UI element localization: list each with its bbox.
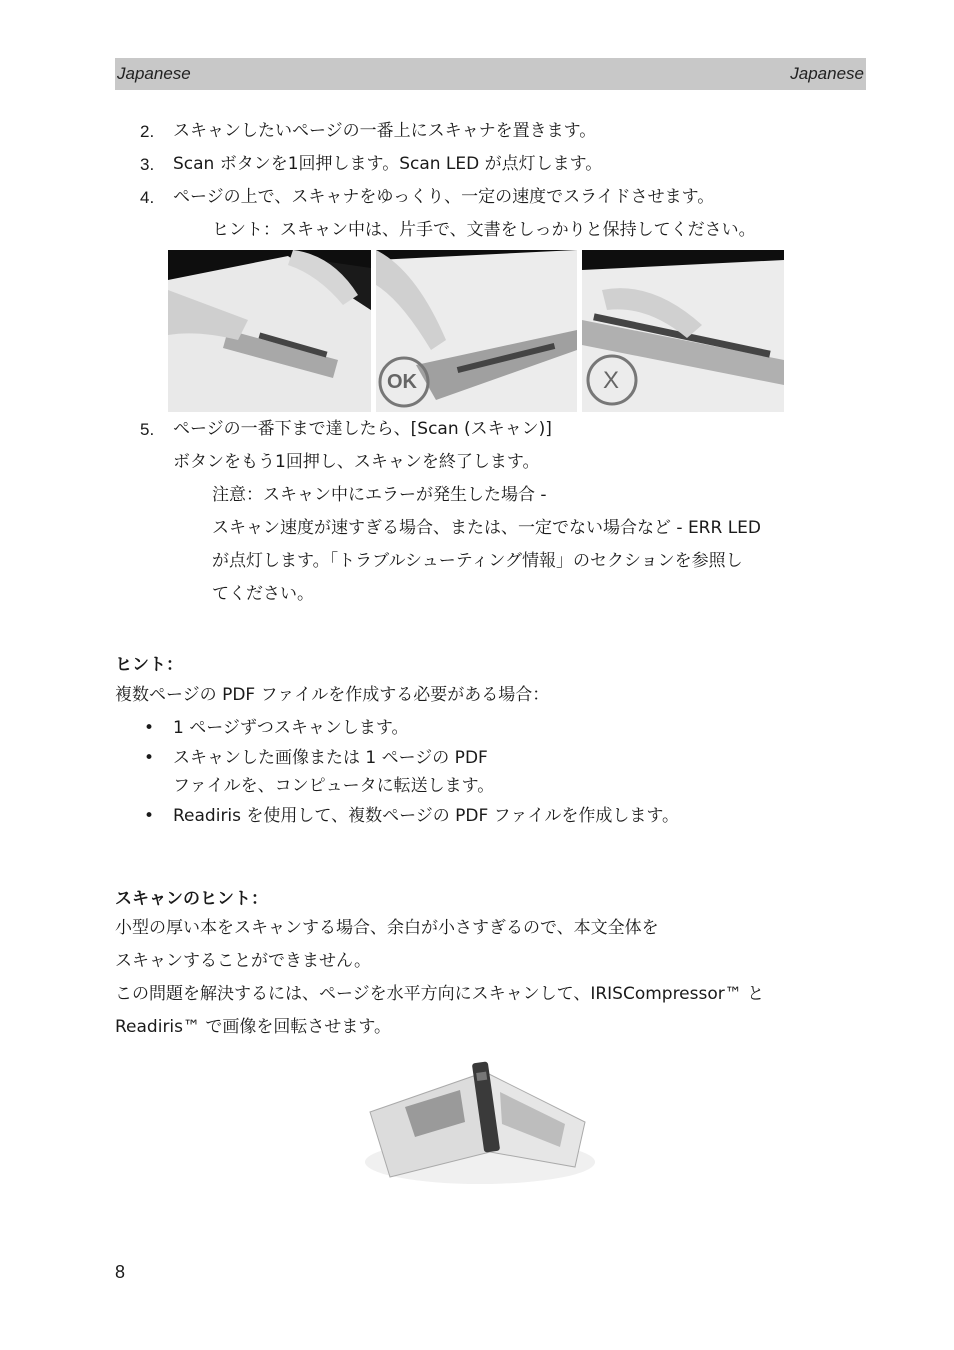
note-line: 注意：スキャン中にエラーが発生した場合 - xyxy=(212,485,547,505)
book-scanner-image xyxy=(360,1052,600,1192)
step-number: 5. xyxy=(140,420,155,439)
note-line: てください。 xyxy=(212,584,314,604)
header-left: Japanese xyxy=(117,64,191,83)
page-number: 8 xyxy=(115,1262,126,1282)
scanning-photos xyxy=(168,250,784,412)
bullet-text: Readiris を使用して、複数ページの PDF ファイルを作成します。 xyxy=(173,806,679,826)
paragraph-line: Readiris™ で画像を回転させます。 xyxy=(115,1017,392,1037)
photo-scanning-start xyxy=(168,250,371,412)
step-number: 2. xyxy=(140,122,155,141)
photo-scanning-ok xyxy=(376,250,577,412)
step-item xyxy=(140,413,860,446)
list-item xyxy=(140,744,494,772)
list-item xyxy=(140,712,409,745)
step-text: ページの上で、スキャナをゆっくり、一定の速度でスライドさせます。 xyxy=(173,187,715,207)
hint-intro: 複数ページの PDF ファイルを作成する必要がある場合： xyxy=(115,685,550,705)
step-number: 4. xyxy=(140,188,155,207)
scan-hint-title: スキャンのヒント： xyxy=(115,889,268,909)
bullet-text: 1 ページずつスキャンします。 xyxy=(173,718,409,738)
note-line: が点灯します。「トラブルシューティング情報」のセクションを参照し xyxy=(212,551,743,571)
step-text: Scan ボタンを1回押します。Scan LED が点灯します。 xyxy=(173,154,603,174)
step-text: ページの一番下まで達したら、[Scan (スキャン)] xyxy=(173,419,552,439)
bullet-icon: • xyxy=(144,748,155,768)
note-line: スキャン速度が速すぎる場合、または、一定でない場合など - ERR LED xyxy=(212,518,762,538)
step-text-cont: ボタンをもう1回押し、スキャンを終了します。 xyxy=(173,452,540,472)
hint-bullets xyxy=(140,744,494,800)
step-item xyxy=(140,115,860,148)
bullet-icon: • xyxy=(144,718,155,738)
bullet-icon: • xyxy=(144,806,155,826)
hint-bullets xyxy=(140,712,409,745)
step5-block xyxy=(140,413,860,611)
ok-badge: OK xyxy=(387,371,417,393)
page-header xyxy=(115,58,866,90)
bullet-text: スキャンした画像または 1 ページの PDF xyxy=(173,748,488,768)
step-text: スキャンしたいページの一番上にスキャナを置きます。 xyxy=(173,121,597,141)
header-right: Japanese xyxy=(790,64,864,83)
paragraph-line: 小型の厚い本をスキャンする場合、余白が小さすぎるので、本文全体を xyxy=(115,918,659,938)
step-item xyxy=(140,181,860,214)
list-item xyxy=(140,802,679,830)
bullet-text-cont: ファイルを、コンピュータに転送します。 xyxy=(173,776,495,796)
hint-title: ヒント： xyxy=(115,655,183,675)
x-badge: X xyxy=(603,367,620,394)
step-item xyxy=(140,148,860,181)
step-number: 3. xyxy=(140,155,155,174)
scan-hint-body xyxy=(115,912,764,1044)
steps-list xyxy=(140,115,860,247)
hint-bullets xyxy=(140,802,679,830)
photo-scanning-wrong xyxy=(582,250,784,412)
step4-hint: ヒント：スキャン中は、片手で、文書をしっかりと保持してください。 xyxy=(212,220,756,240)
paragraph-line: スキャンすることができません。 xyxy=(115,951,372,971)
paragraph-line: この問題を解決するには、ページを水平方向にスキャンして、IRISCompressor™ と xyxy=(115,984,765,1004)
